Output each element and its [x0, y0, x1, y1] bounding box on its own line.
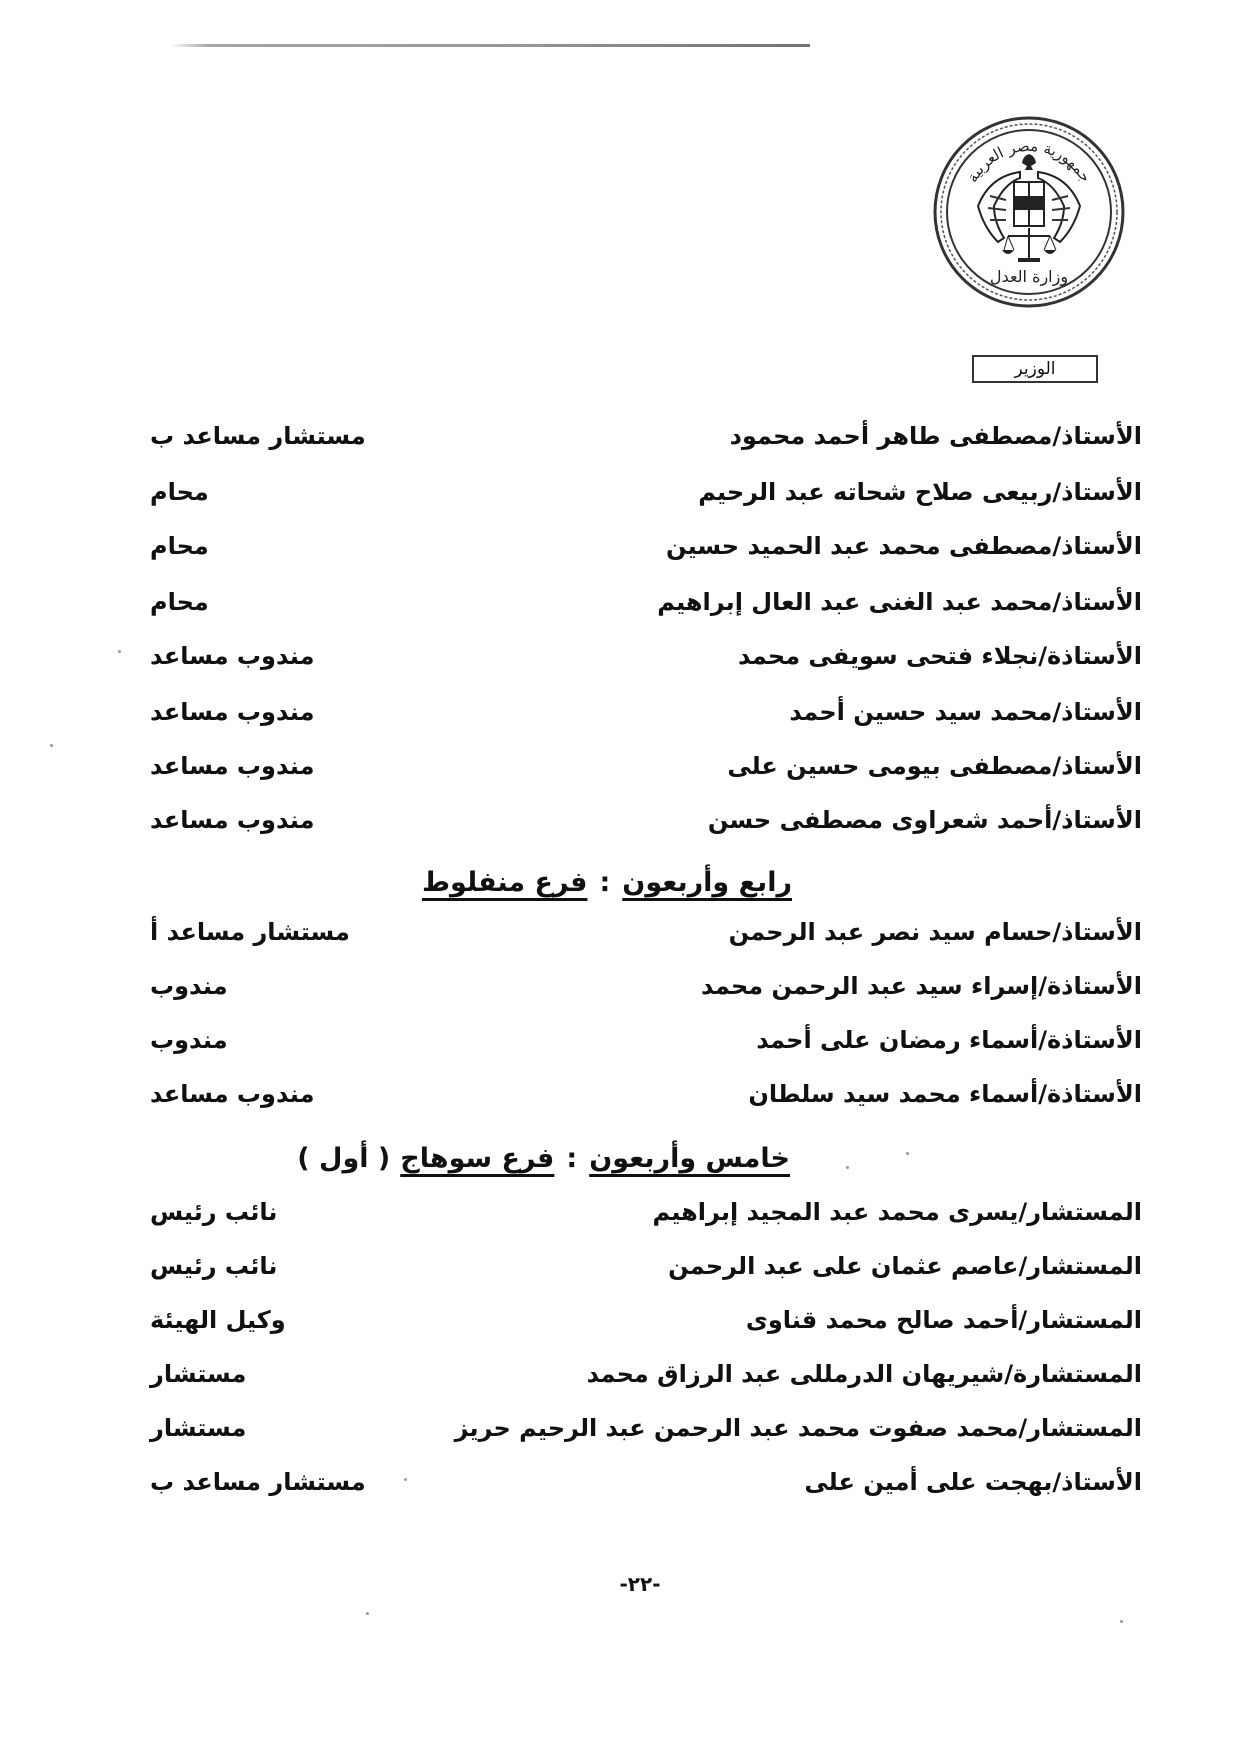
list-item: الأستاذ/مصطفى محمد عبد الحميد حسين محام: [150, 532, 1142, 560]
list-item: الأستاذ/أحمد شعراوى مصطفى حسن مندوب مساعد: [150, 806, 1142, 834]
seal-arc-text: جمهورية مصر العربية: [963, 136, 1095, 186]
scan-speck: [906, 1152, 909, 1155]
scan-speck: [366, 1612, 369, 1615]
list-item: المستشارة/شيريهان الدرمللى عبد الرزاق محمد مستشار: [150, 1360, 1142, 1388]
scan-speck: [1120, 1620, 1123, 1623]
seal-bottom-text: وزارة العدل: [989, 267, 1069, 286]
minister-label: الوزير: [972, 355, 1098, 383]
scan-speck: [50, 744, 53, 747]
scan-speck: [846, 1166, 849, 1169]
page-number: -٢٢-: [619, 1572, 661, 1596]
list-item: الأستاذ/مصطفى طاهر أحمد محمود مستشار مساعد ب: [150, 422, 1142, 450]
list-item: المستشار/أحمد صالح محمد قناوى وكيل الهيئة: [150, 1306, 1142, 1334]
list-item: الأستاذة/أسماء رمضان على أحمد مندوب: [150, 1026, 1142, 1054]
list-item: الأستاذ/حسام سيد نصر عبد الرحمن مستشار مساعد أ: [150, 918, 1142, 946]
scan-speck: [118, 650, 121, 653]
eagle-seal-icon: [930, 112, 1128, 342]
section-heading-44: رابع وأربعون : فرع منفلوط: [421, 866, 792, 898]
list-item: المستشار/محمد صفوت محمد عبد الرحمن عبد الرحيم حريز مستشار: [150, 1414, 1142, 1442]
list-item: الأستاذة/أسماء محمد سيد سلطان مندوب مساعد: [150, 1080, 1142, 1108]
list-item: الأستاذة/نجلاء فتحى سويفى محمد مندوب مساعد: [150, 642, 1142, 670]
list-item: المستشار/عاصم عثمان على عبد الرحمن نائب رئيس: [150, 1252, 1142, 1280]
list-item: المستشار/يسرى محمد عبد المجيد إبراهيم نائب رئيس: [150, 1198, 1142, 1226]
ministry-seal: [930, 112, 1128, 342]
list-item: الأستاذ/محمد سيد حسين أحمد مندوب مساعد: [150, 698, 1142, 726]
list-item: الأستاذ/محمد عبد الغنى عبد العال إبراهيم محام: [150, 588, 1142, 616]
section-heading-45: خامس وأربعون : فرع سوهاج ( أول ): [297, 1142, 790, 1174]
scan-speck: [404, 1478, 407, 1481]
list-item: الأستاذ/مصطفى بيومى حسين على مندوب مساعد: [150, 752, 1142, 780]
top-scan-rule: [170, 44, 810, 47]
list-item: الأستاذة/إسراء سيد عبد الرحمن محمد مندوب: [150, 972, 1142, 1000]
list-item: الأستاذ/بهجت على أمين على مستشار مساعد ب: [150, 1468, 1142, 1496]
list-item: الأستاذ/ربيعى صلاح شحاته عبد الرحيم محام: [150, 478, 1142, 506]
